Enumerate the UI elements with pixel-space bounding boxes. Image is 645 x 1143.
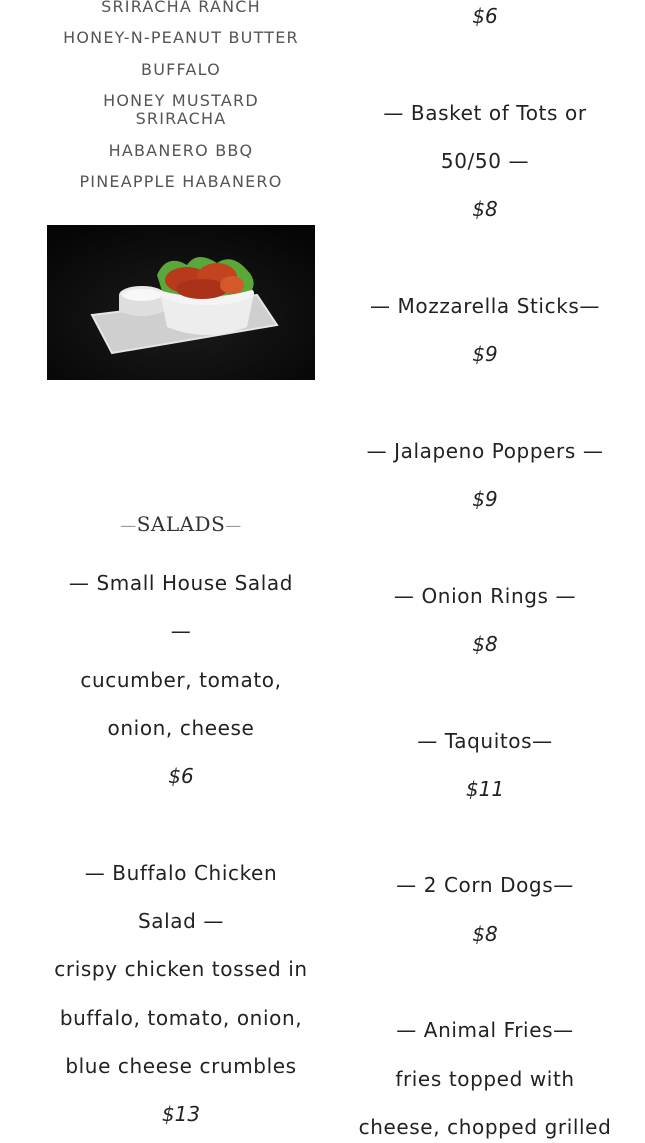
sauce-item: HONEY-N-PEANUT BUTTER: [63, 28, 299, 47]
menu-item-price: $11: [465, 777, 505, 801]
menu-item-description: fries topped with: [395, 1067, 575, 1091]
menu-item-price: $6: [472, 4, 498, 28]
menu-item-name: — Taquitos—: [417, 729, 553, 753]
salads-heading: [47, 512, 315, 536]
menu-item-description: buffalo, tomato, onion,: [59, 1006, 303, 1030]
salads-title: SALADS: [136, 512, 226, 536]
menu-item-name: — Jalapeno Poppers —: [366, 439, 604, 463]
menu-item-description: crispy chicken tossed in: [54, 957, 308, 981]
menu-item-name: — Buffalo Chicken: [84, 861, 278, 885]
menu-item-name: — 2 Corn Dogs—: [396, 873, 574, 897]
heading-rule: —: [225, 516, 242, 535]
menu-item-price: $9: [472, 487, 498, 511]
sauce-item: PINEAPPLE HABANERO: [79, 172, 283, 191]
menu-item-price: $9: [472, 342, 498, 366]
menu-item-price: $6: [168, 764, 194, 788]
menu-item-name: — Small House Salad: [68, 571, 294, 595]
heading-rule: —: [120, 516, 137, 535]
menu-item-description: cheese, chopped grilled: [358, 1115, 612, 1139]
menu-item-name: Salad —: [137, 909, 225, 933]
menu-item-description: onion, cheese: [107, 716, 255, 740]
menu-item-name: —: [170, 619, 192, 643]
menu-item-name: — Onion Rings —: [393, 584, 577, 608]
menu-item-name: 50/50 —: [440, 149, 530, 173]
wings-photo: [47, 225, 315, 380]
sauce-item: HABANERO BBQ: [108, 141, 254, 160]
menu-item-price: $8: [472, 197, 498, 221]
menu-item-description: blue cheese crumbles: [65, 1054, 297, 1078]
menu-item-price: $8: [472, 632, 498, 656]
menu-item-price: $13: [161, 1102, 201, 1126]
menu-item-name: — Animal Fries—: [396, 1018, 574, 1042]
sauce-item: HONEY MUSTARD SRIRACHA: [103, 91, 259, 128]
menu-item-name: — Basket of Tots or: [383, 101, 587, 125]
sauce-item: SRIRACHA RANCH: [101, 0, 261, 16]
menu-item-description: cucumber, tomato,: [80, 668, 282, 692]
menu-item-price: $8: [472, 922, 498, 946]
sauce-item: BUFFALO: [141, 60, 221, 79]
menu-item-name: — Mozzarella Sticks—: [369, 294, 600, 318]
